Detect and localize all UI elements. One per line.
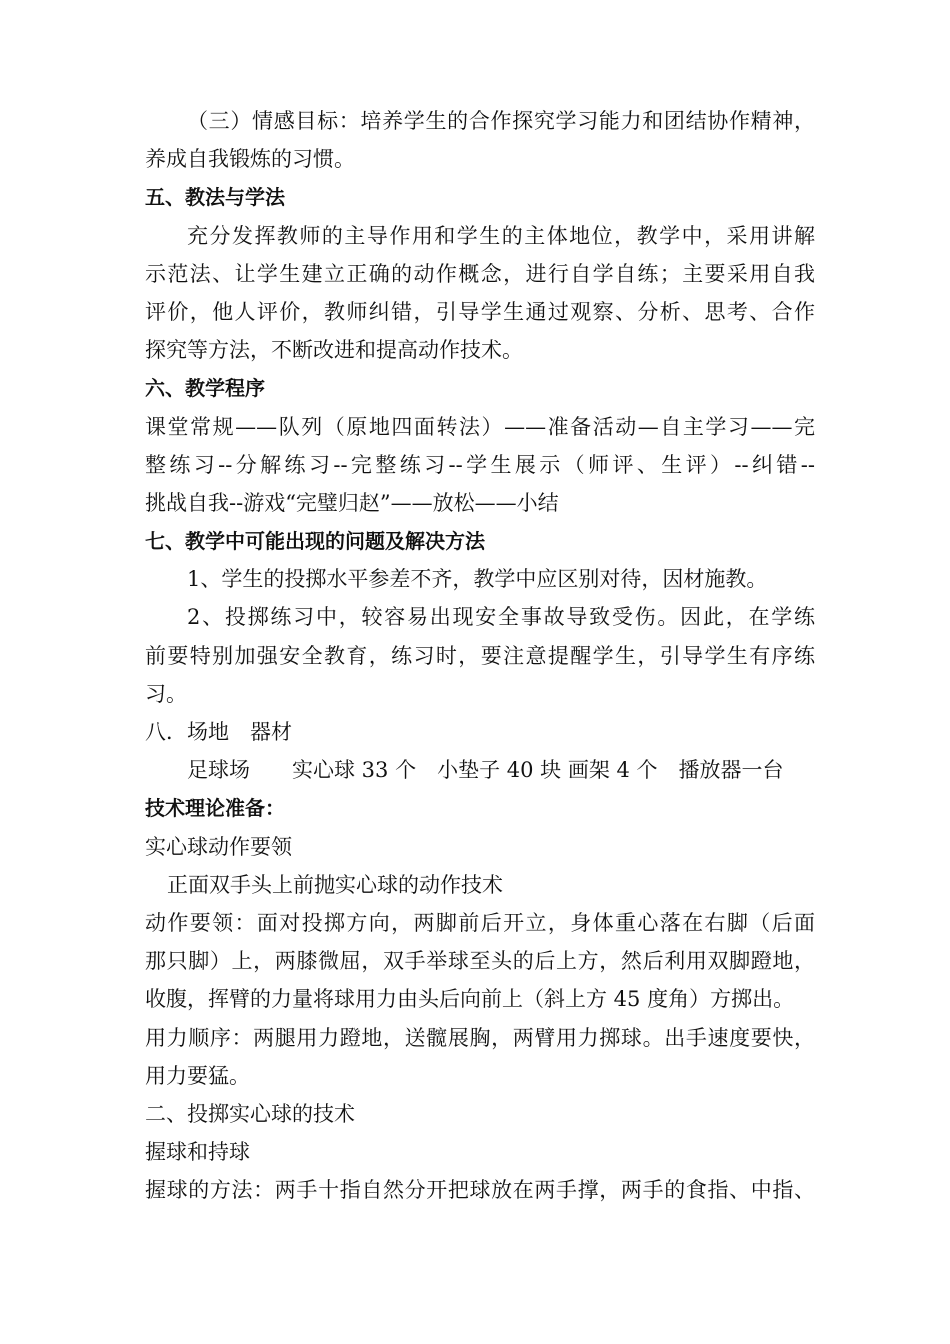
text-line-problem-2-end: 习。 [145, 681, 187, 706]
text-line-procedure-1: 课堂常规——队列（原地四面转法）——准备活动—自主学习——完 [145, 414, 815, 439]
text-line-equipment: 足球场 实心球 33 个 小垫子 40 块 画架 4 个 播放器一台 [187, 758, 784, 783]
text-line-action-1: 动作要领：面对投掷方向，两脚前后开立，身体重心落在右脚（后面 [145, 910, 815, 935]
text-line-action-2: 那只脚）上，两膝微屈，双手举球至头的后上方，然后利用双脚蹬地， [145, 949, 815, 974]
text-line-methods-2: 示范法、让学生建立正确的动作概念，进行自学自练；主要采用自我 [145, 261, 815, 286]
text-line-action-3: 收腹，挥臂的力量将球用力由头后向前上（斜上方 45 度角）方掷出。 [145, 987, 795, 1012]
text-line-methods-3: 评价，他人评价，教师纠错，引导学生通过观察、分析、思考、合作 [145, 299, 815, 324]
text-line-problem-2-cont: 前要特别加强安全教育，练习时，要注意提醒学生，引导学生有序练 [145, 643, 815, 668]
section-heading-problems: 七、教学中可能出现的问题及解决方法 [145, 529, 485, 554]
text-line-throw-technique: 正面双手头上前抛实心球的动作技术 [167, 872, 503, 897]
section-heading-procedure: 六、教学程序 [145, 376, 265, 401]
text-line-procedure-2: 整练习--分解练习--完整练习--学生展示（师评、生评）--纠错-- [145, 452, 815, 477]
section-heading-theory: 技术理论准备： [145, 796, 285, 821]
text-line-methods-1: 充分发挥教师的主导作用和学生的主体地位，教学中，采用讲解 [187, 223, 815, 248]
document-body [145, 102, 815, 1209]
text-line-procedure-3: 挑战自我--游戏“完璧归赵”——放松——小结 [145, 490, 559, 515]
text-line-problem-1: 1、学生的投掷水平参差不齐，教学中应区别对待，因材施教。 [187, 567, 768, 592]
text-line-grip-method: 握球的方法：两手十指自然分开把球放在两手撑，两手的食指、中指、 [145, 1178, 815, 1203]
section-heading-venue: 八．场地 器材 [145, 720, 292, 744]
text-line-methods-4: 探究等方法，不断改进和提高动作技术。 [145, 338, 523, 363]
text-line-emotion-goal-cont: 养成自我锻炼的习惯。 [145, 147, 355, 172]
text-line-ball-essentials: 实心球动作要领 [145, 834, 292, 859]
text-line-problem-2: 2、投掷练习中，较容易出现安全事故导致受伤。因此，在学练 [187, 605, 815, 630]
text-line-force-order-cont: 用力要猛。 [145, 1063, 250, 1088]
section-heading-methods: 五、教法与学法 [145, 185, 285, 210]
text-line-emotion-goal: （三）情感目标：培养学生的合作探究学习能力和团结协作精神， [187, 109, 815, 133]
section-heading-throw-technique: 二、投掷实心球的技术 [145, 1101, 355, 1126]
text-line-grip-hold: 握球和持球 [145, 1140, 250, 1165]
text-line-force-order: 用力顺序：两腿用力蹬地，送髋展胸，两臂用力掷球。出手速度要快， [145, 1025, 815, 1050]
